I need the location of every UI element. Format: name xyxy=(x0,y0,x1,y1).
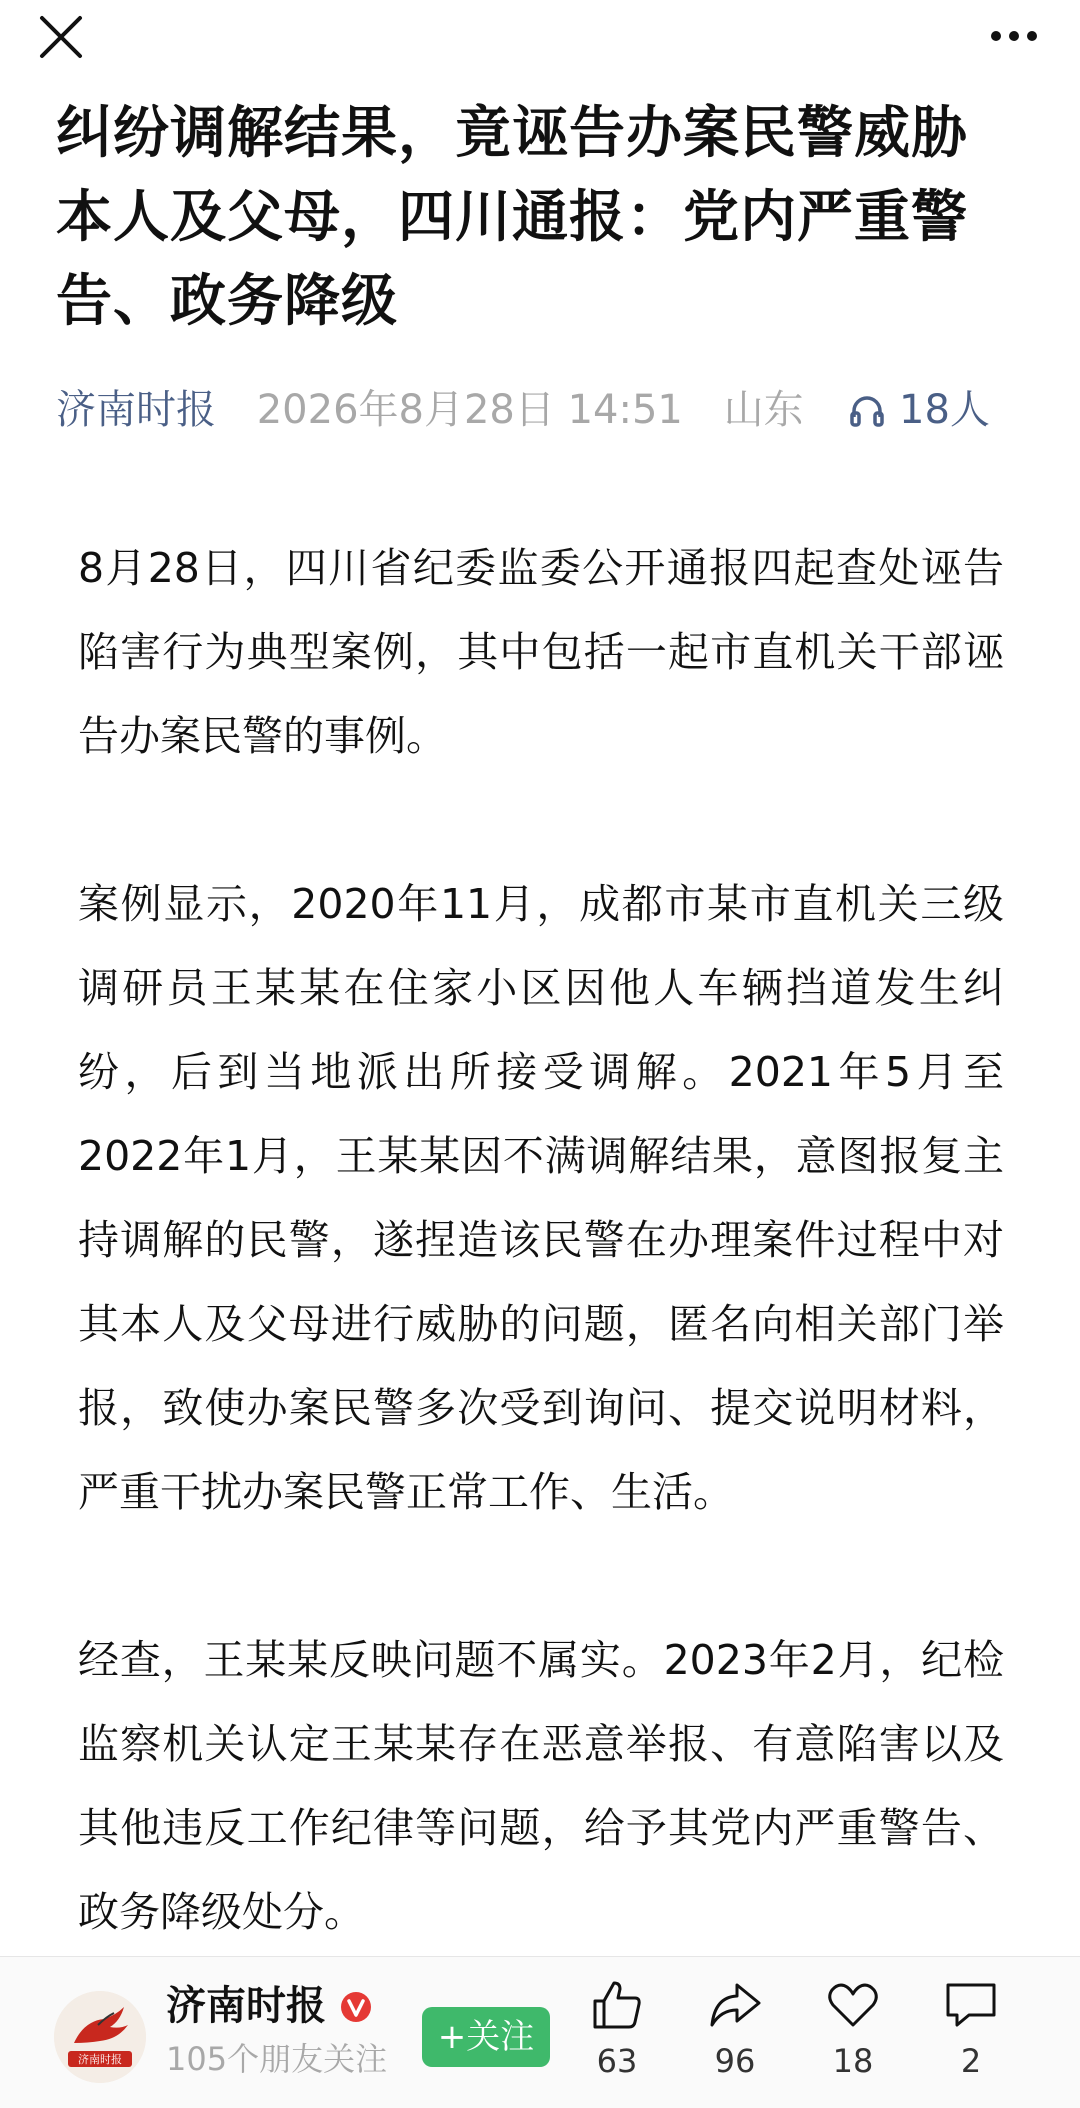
more-options-button[interactable] xyxy=(984,16,1044,56)
source-name-link[interactable]: 济南时报 xyxy=(56,387,216,433)
article-paragraph: 案例显示，2020年11月，成都市某市直机关三级调研员王某某在住家小区因他人车辆挡道发生纠纷，后到当地派出所接受调解。2021年5月至2022年1月，王某某因不满调解结果，意图报复主持调解的民警，遂捏造该民警在办理案件过程中对其本人及父母进行威胁的问题，匿名向相关部门举报，致使办案民警多次受到询问、提交说明材料，严重干扰办案民警正常工作、生活。 xyxy=(78,880,1004,1516)
article-title: 纠纷调解结果，竟诬告办案民警威胁本人及父母，四川通报：党内严重警告、政务降级 xyxy=(56,101,968,334)
svg-text:济南时报: 济南时报 xyxy=(78,2053,122,2066)
like-count: 63 xyxy=(596,2042,638,2080)
top-bar xyxy=(0,0,1080,80)
share-arrow-icon xyxy=(707,1977,763,2033)
friends-following-count: 105个朋友关注 xyxy=(166,2040,388,2078)
verified-badge-icon xyxy=(340,1991,372,2023)
comment-bubble-icon xyxy=(943,1977,999,2033)
article-body xyxy=(78,526,1004,2038)
comment-count: 2 xyxy=(960,2042,982,2080)
share-count: 96 xyxy=(714,2042,756,2080)
favorite-count: 18 xyxy=(832,2042,874,2080)
article-paragraph: 8月28日，四川省纪委监委公开通报四起查处诬告陷害行为典型案例，其中包括一起市直机关干部诬告办案民警的事例。 xyxy=(78,544,1004,760)
newspaper-logo xyxy=(54,1991,146,2083)
listener-count: 18人 xyxy=(899,387,990,433)
close-button[interactable] xyxy=(36,12,86,62)
article-paragraph: 经查，王某某反映问题不属实。2023年2月，纪检监察机关认定王某某存在恶意举报、有意陷害以及其他违反工作纪律等问题，给予其党内严重警告、政务降级处分。 xyxy=(78,1636,1004,1936)
listen-button[interactable] xyxy=(848,387,990,433)
article-meta xyxy=(56,380,1036,440)
follow-button[interactable]: +关注 xyxy=(422,2007,550,2067)
thumbs-up-icon xyxy=(589,1977,645,2033)
share-button[interactable] xyxy=(690,1977,780,2081)
headphones-icon xyxy=(848,391,886,429)
comment-button[interactable] xyxy=(926,1977,1016,2081)
bottom-action-bar xyxy=(0,1956,1080,2108)
favorite-button[interactable] xyxy=(808,1977,898,2081)
heart-icon xyxy=(825,1977,881,2033)
more-icon xyxy=(984,16,1044,56)
like-button[interactable] xyxy=(572,1977,662,2081)
publish-location: 山东 xyxy=(723,387,804,433)
close-icon xyxy=(36,12,86,62)
account-name[interactable]: 济南时报 xyxy=(166,1983,326,2029)
publish-datetime: 2026年8月28日 14:51 xyxy=(256,387,683,433)
account-avatar[interactable] xyxy=(54,1991,146,2083)
